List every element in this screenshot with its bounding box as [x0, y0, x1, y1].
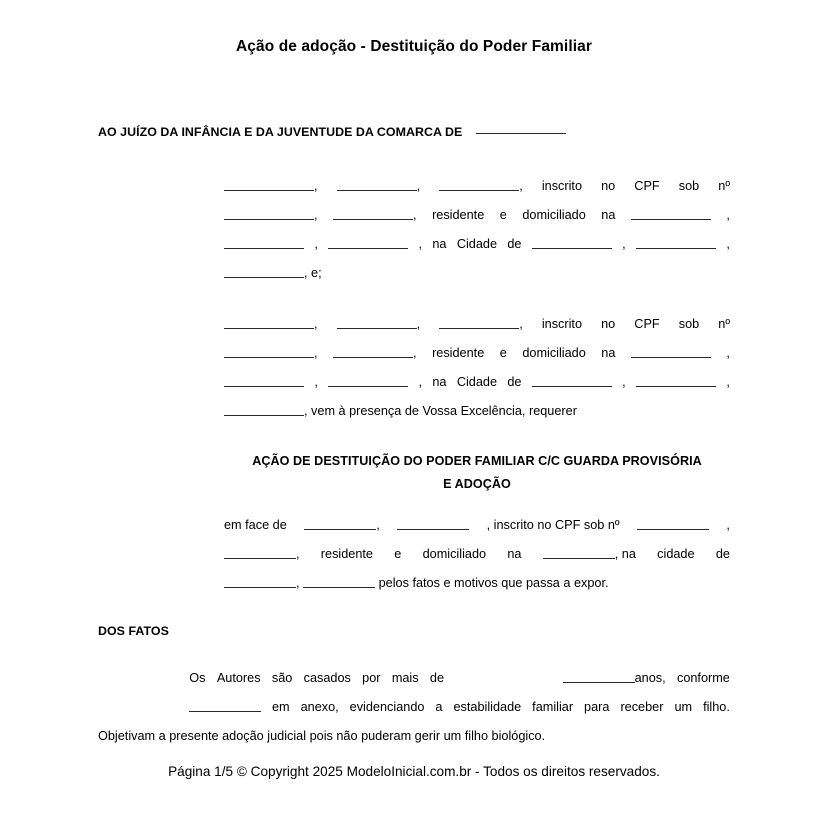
blank-field[interactable] — [224, 375, 304, 387]
blank-field[interactable] — [304, 518, 376, 530]
court-heading-text: AO JUÍZO DA INFÂNCIA E DA JUVENTUDE DA COMARCA DE — [98, 125, 463, 139]
first-party-line-2: , , residente e domiciliado na , — [224, 201, 730, 230]
blank-field[interactable] — [439, 317, 519, 329]
blank-field[interactable] — [224, 317, 314, 329]
blank-field[interactable] — [224, 237, 304, 249]
facts-line-3: Objetivam a presente adoção judicial pois não puderam gerir um filho biológico. — [98, 729, 546, 743]
blank-field[interactable] — [439, 179, 519, 191]
blank-field[interactable] — [224, 179, 314, 191]
facts-line-2: em anexo, evidenciando a estabilidade familiar para receber um filho. — [98, 693, 730, 722]
blank-field[interactable] — [337, 179, 417, 191]
first-party-block — [224, 172, 730, 288]
blank-field[interactable] — [303, 576, 375, 588]
blank-field[interactable] — [543, 547, 615, 559]
first-party-line-1: , , , inscrito no CPF sob nº — [224, 172, 730, 201]
blank-field[interactable] — [224, 346, 314, 358]
blank-field[interactable] — [224, 404, 304, 416]
blank-field[interactable] — [224, 547, 296, 559]
blank-field[interactable] — [532, 375, 612, 387]
blank-field[interactable] — [333, 208, 413, 220]
action-title-line-1: AÇÃO DE DESTITUIÇÃO DO PODER FAMILIAR C/C GUARDA PROVISÓRIA — [252, 454, 702, 468]
facts-line-1: Os Autores são casados por mais de anos, conforme — [189, 671, 730, 685]
defendant-block — [224, 511, 730, 598]
page-footer: Página 1/5 © Copyright 2025 ModeloInicial.com.br - Todos os direitos reservados. — [168, 764, 660, 779]
defendant-line-3: , pelos fatos e motivos que passa a expor. — [224, 569, 730, 598]
first-party-line-3: , , na Cidade de , , — [224, 230, 730, 259]
blank-field[interactable] — [397, 518, 469, 530]
blank-field[interactable] — [224, 576, 296, 588]
second-party-line-1: , , , inscrito no CPF sob nº — [224, 310, 730, 339]
action-title — [224, 450, 730, 496]
blank-field[interactable] — [532, 237, 612, 249]
first-party-line-4: , e; — [224, 259, 730, 288]
page-title: Ação de adoção - Destituição do Poder Familiar — [235, 38, 592, 55]
blank-field[interactable] — [337, 317, 417, 329]
second-party-line-3: , , na Cidade de , , — [224, 368, 730, 397]
court-heading — [98, 122, 566, 139]
facts-block — [98, 664, 730, 751]
blank-field[interactable] — [563, 671, 635, 683]
second-party-line-2: , , residente e domiciliado na , — [224, 339, 730, 368]
court-blank[interactable] — [476, 122, 566, 134]
action-title-line-2: E ADOÇÃO — [443, 477, 511, 491]
blank-field[interactable] — [224, 266, 304, 278]
blank-field[interactable] — [189, 700, 261, 712]
blank-field[interactable] — [631, 346, 711, 358]
blank-field[interactable] — [224, 208, 314, 220]
second-party-line-4: , vem à presença de Vossa Excelência, requerer — [224, 397, 730, 426]
blank-field[interactable] — [328, 237, 408, 249]
blank-field[interactable] — [636, 375, 716, 387]
blank-field[interactable] — [637, 518, 709, 530]
defendant-line-2: , residente e domiciliado na , na cidade de — [224, 540, 730, 569]
defendant-line-1: em face de , , inscrito no CPF sob nº , — [224, 518, 730, 532]
second-party-block — [224, 310, 730, 426]
blank-field[interactable] — [636, 237, 716, 249]
blank-field[interactable] — [328, 375, 408, 387]
blank-field[interactable] — [631, 208, 711, 220]
facts-heading: DOS FATOS — [98, 624, 169, 638]
blank-field[interactable] — [333, 346, 413, 358]
